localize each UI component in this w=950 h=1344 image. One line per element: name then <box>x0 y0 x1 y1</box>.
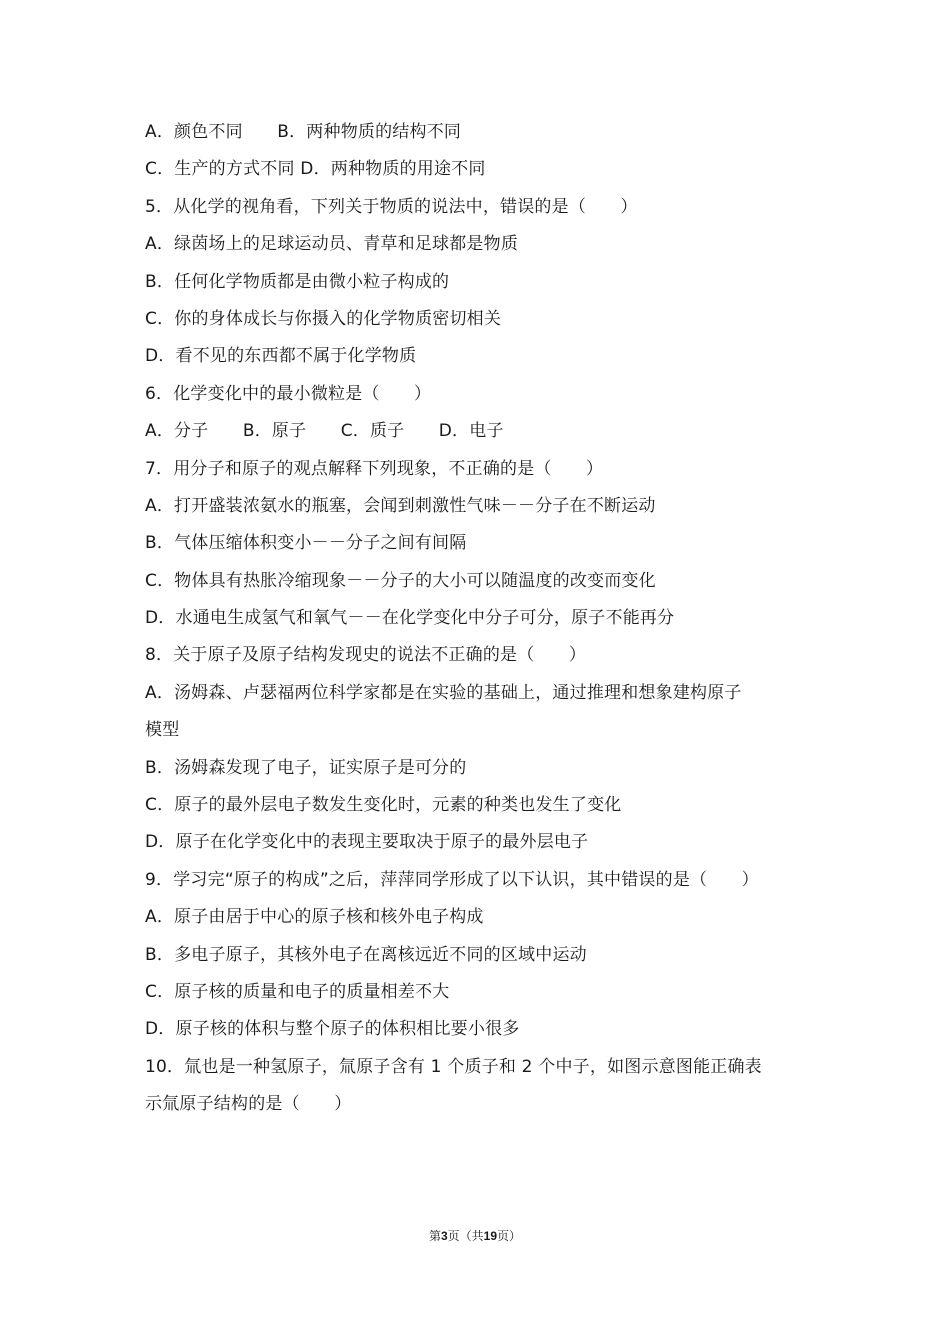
option-q7-d: D．水通电生成氢气和氧气－－在化学变化中分子可分，原子不能再分 <box>145 608 675 629</box>
option-q5-d: D．看不见的东西都不属于化学物质 <box>145 346 417 367</box>
option-q8-b: B．汤姆森发现了电子，证实原子是可分的 <box>145 757 467 778</box>
option-q5-a: A．绿茵场上的足球运动员、青草和足球都是物质 <box>145 234 519 255</box>
footer-total-pages: 19 <box>483 1229 498 1243</box>
option-q5-b: B．任何化学物质都是由微小粒子构成的 <box>145 271 450 292</box>
footer-prefix: 第 <box>428 1229 441 1243</box>
option-q9-c: C．原子核的质量和电子的质量相差不大 <box>145 981 450 1002</box>
option-q8-c: C．原子的最外层电子数发生变化时，元素的种类也发生了变化 <box>145 795 622 816</box>
question-9: 9．学习完“原子的构成”之后，萍萍同学形成了以下认识，其中错误的是（ ） <box>145 869 759 890</box>
question-10-continued: 示氚原子结构的是（ ） <box>145 1094 352 1115</box>
option-q8-d: D．原子在化学变化中的表现主要取决于原子的最外层电子 <box>145 832 589 853</box>
option-q9-d: D．原子核的体积与整个原子的体积相比要小很多 <box>145 1019 520 1040</box>
page-footer <box>0 1226 950 1246</box>
footer-current-page: 3 <box>440 1229 448 1243</box>
option-q7-a: A．打开盛装浓氨水的瓶塞，会闻到刺激性气味－－分子在不断运动 <box>145 495 656 516</box>
option-q8-a-continued: 模型 <box>145 720 180 741</box>
question-5: 5．从化学的视角看，下列关于物质的说法中，错误的是（ ） <box>145 196 638 217</box>
footer-middle: 页（共 <box>447 1229 484 1243</box>
options-q6: A．分子 B．原子 C．质子 D．电子 <box>145 421 504 442</box>
footer-suffix: 页） <box>497 1229 522 1243</box>
option-q5-c: C．你的身体成长与你摄入的化学物质密切相关 <box>145 308 502 329</box>
page-content <box>145 114 815 1124</box>
option-q7-b: B．气体压缩体积变小－－分子之间有间隔 <box>145 533 467 554</box>
question-10: 10．氚也是一种氢原子，氚原子含有 1 个质子和 2 个中子，如图示意图能正确表 <box>145 1056 762 1077</box>
question-7: 7．用分子和原子的观点解释下列现象，不正确的是（ ） <box>145 458 604 479</box>
question-8: 8．关于原子及原子结构发现史的说法不正确的是（ ） <box>145 645 587 666</box>
option-line-q4: C．生产的方式不同 D．两种物质的用途不同 <box>145 159 486 180</box>
option-q9-a: A．原子由居于中心的原子核和核外电子构成 <box>145 907 484 928</box>
option-q9-b: B．多电子原子，其核外电子在离核远近不同的区域中运动 <box>145 944 587 965</box>
option-q7-c: C．物体具有热胀冷缩现象－－分子的大小可以随温度的改变而变化 <box>145 570 656 591</box>
option-line-q4: A．颜色不同 B．两种物质的结构不同 <box>145 122 462 142</box>
question-6: 6．化学变化中的最小微粒是（ ） <box>145 383 432 404</box>
option-q8-a: A．汤姆森、卢瑟福两位科学家都是在实验的基础上，通过推理和想象建构原子 <box>145 682 742 703</box>
